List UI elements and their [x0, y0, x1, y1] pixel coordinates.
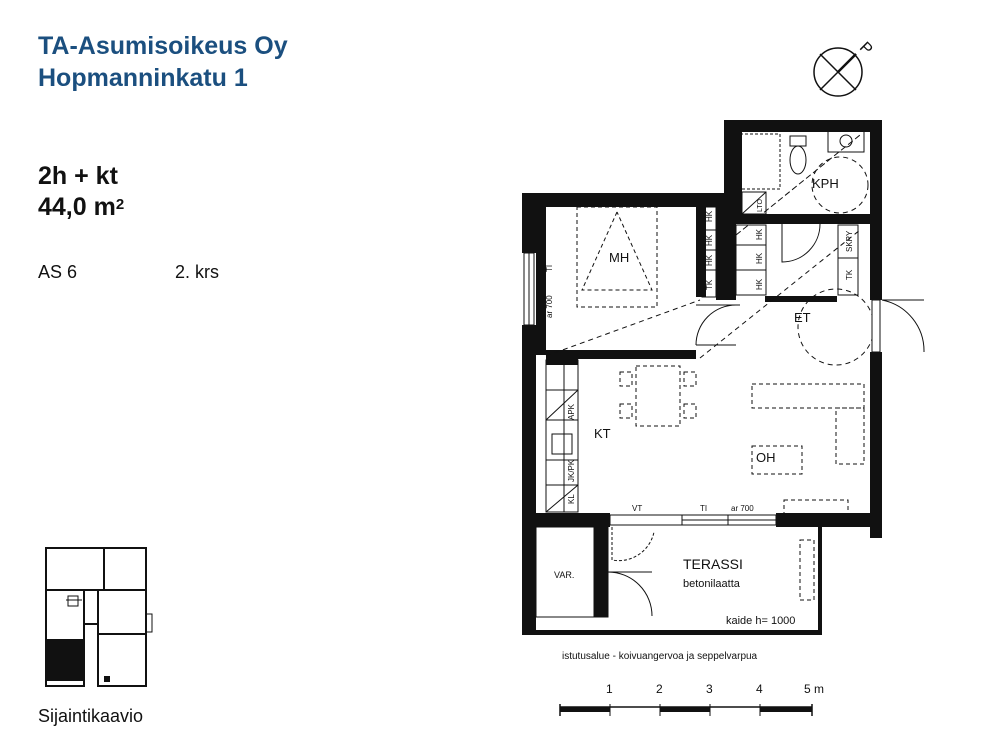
area-unit-superscript: 2 — [115, 196, 125, 213]
label-hk-1: HK — [705, 210, 714, 222]
scale-bar — [560, 682, 824, 716]
apartment-id: AS 6 — [38, 262, 78, 282]
scale-tick-5: 5 m — [804, 682, 825, 696]
apartment-type: 2h + kt — [38, 162, 118, 190]
building-address: Hopmanninkatu 1 — [38, 64, 248, 92]
label-lto: LTO — [757, 199, 764, 212]
compass-icon — [814, 39, 875, 96]
room-label-oh: OH — [756, 450, 776, 465]
room-label-kt: KT — [594, 426, 611, 441]
room-label-terassi: TERASSI — [683, 556, 743, 572]
label-ti-window: TI — [545, 264, 554, 272]
apartment-floor: 2. krs — [175, 262, 220, 282]
label-ar700-left: ar 700 — [545, 295, 554, 318]
label-hk-5: HK — [755, 252, 764, 264]
room-label-mh: MH — [609, 250, 630, 265]
label-ar700-bottom: ar 700 — [731, 504, 754, 513]
kitchen-counter — [546, 360, 578, 512]
apartment-area-value: 44,0 m — [38, 193, 116, 221]
label-jkpk: JK/PK — [567, 459, 576, 482]
room-label-kph: KPH — [812, 176, 839, 191]
window-left — [524, 253, 534, 325]
room-label-et: ET — [794, 310, 811, 325]
company-name: TA-Asumisoikeus Oy — [38, 32, 288, 60]
label-kl: KL — [567, 494, 576, 504]
scale-tick-1: 1 — [606, 682, 613, 696]
label-hk-3: HK — [705, 254, 714, 266]
scale-tick-2: 2 — [656, 682, 663, 696]
label-tk-1: TK — [705, 279, 714, 290]
label-ti-bottom: TI — [700, 504, 708, 513]
terrace-material-label: betonilaatta — [683, 578, 740, 590]
label-kaide: kaide h= 1000 — [726, 615, 796, 627]
label-vt: VT — [632, 504, 643, 513]
label-hk-2: HK — [705, 234, 714, 246]
door-balcony — [610, 515, 682, 525]
location-map-label: Sijaintikaavio — [38, 706, 144, 726]
compass-north-label: P — [855, 39, 876, 59]
location-map — [46, 548, 152, 686]
scale-tick-3: 3 — [706, 682, 713, 696]
window-bottom — [682, 515, 776, 525]
label-apk: APK — [567, 403, 576, 420]
bathroom-door — [782, 224, 820, 262]
room-label-var: VAR. — [554, 570, 575, 580]
terrace — [536, 527, 814, 617]
entrance-door — [872, 300, 924, 352]
label-tk-2: TK — [845, 269, 854, 280]
scale-tick-4: 4 — [756, 682, 763, 696]
bedroom-door — [696, 305, 740, 345]
label-planting: istutusalue - koivuangervoa ja seppelvarpua — [562, 651, 758, 662]
label-hk-4: HK — [755, 228, 764, 240]
dining-table — [620, 366, 696, 426]
sofa — [752, 384, 864, 514]
label-hk-6: HK — [755, 278, 764, 290]
label-skpy: SKPY — [845, 230, 854, 252]
